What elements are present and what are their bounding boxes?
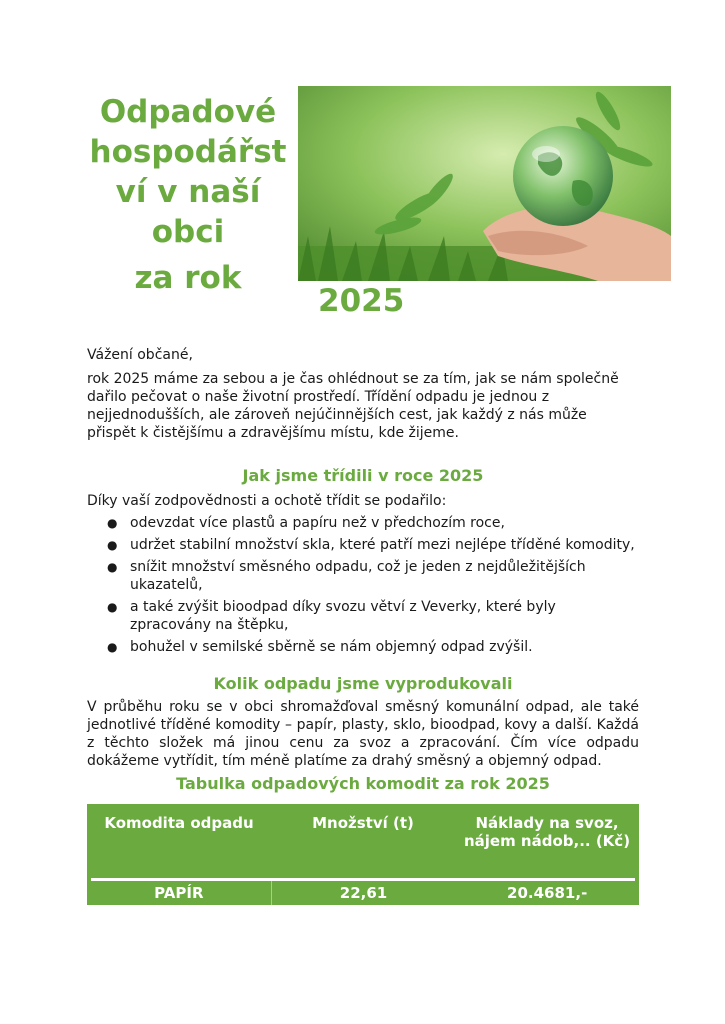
list-item: ● bohužel v semilské sběrně se nám objemný odpad zvýšil. bbox=[107, 639, 533, 655]
list-item: ● udržet stabilní množství skla, které patří mezi nejlépe tříděné komodity, bbox=[107, 537, 635, 553]
section-heading-production: Kolik odpadu jsme vyprodukovali bbox=[213, 674, 513, 693]
title-line: hospodářst bbox=[89, 134, 287, 170]
table-row bbox=[87, 881, 639, 905]
list-item: ● snížit množství směsného odpadu, což je jeden z nejdůležitějších ukazatelů, bbox=[107, 559, 586, 593]
cell-amount: 22,61 bbox=[339, 884, 388, 902]
list-item: ● a také zvýšit bioodpad díky svozu větví z Veverky, které byly zpracovány na štěpku, bbox=[107, 599, 556, 633]
cell-commodity: PAPÍR bbox=[87, 881, 272, 905]
bullet-icon: ● bbox=[107, 560, 118, 574]
waste-table bbox=[87, 804, 639, 905]
title-line: za rok bbox=[134, 260, 242, 296]
bullet-icon: ● bbox=[107, 640, 118, 654]
document-body bbox=[87, 346, 639, 905]
greeting: Vážení občané, bbox=[87, 347, 193, 363]
list-item: ● odevzdat více plastů a papíru než v předchozím roce, bbox=[107, 515, 505, 531]
title-line: obci bbox=[151, 214, 225, 250]
bullet-icon: ● bbox=[107, 600, 118, 614]
column-header-amount: Množství (t) bbox=[312, 814, 414, 832]
section-heading-sorting: Jak jsme třídili v roce 2025 bbox=[242, 466, 484, 485]
cell-costs: 20.4681,- bbox=[507, 884, 588, 902]
table-header bbox=[87, 804, 639, 878]
bullet-icon: ● bbox=[107, 516, 118, 530]
table-title: Tabulka odpadových komodit za rok 2025 bbox=[176, 774, 550, 793]
sorting-lead: Díky vaší zodpovědnosti a ochotě třídit se podařilo: bbox=[87, 493, 447, 509]
production-paragraph: V průběhu roku se v obci shromažďoval směsný komunální odpad, ale také jednotlivé tříděné komodity – papír, plasty, sklo, bioodpad, kovy a další. Každá z těchto složek má jinou cenu za svoz a zpracování. Čím více odpadu dokážeme vytřídit, tím méně platíme za drahý směsný a objemný odpad. bbox=[87, 699, 639, 769]
title-line: ví v naší bbox=[115, 174, 261, 210]
title-year: 2025 bbox=[318, 283, 405, 319]
page-title bbox=[82, 92, 294, 298]
column-header-commodity: Komodita odpadu bbox=[104, 814, 254, 832]
globe-in-hands-photo bbox=[298, 86, 671, 281]
title-line: Odpadové bbox=[99, 94, 277, 130]
sorting-list bbox=[87, 514, 639, 656]
bullet-icon: ● bbox=[107, 538, 118, 552]
intro-paragraph: rok 2025 máme za sebou a je čas ohlédnout se za tím, jak se nám společně dařilo pečovat o naše životní prostředí. Třídění odpadu je jednou z nejjednodušších, ale zároveň nejúčinnějších cest, jak každý z nás může přispět k čistějšímu a zdravějšímu místu, kde žijeme. bbox=[87, 371, 619, 441]
column-header-costs: Náklady na svoz, nájem nádob,.. (Kč) bbox=[463, 814, 631, 850]
